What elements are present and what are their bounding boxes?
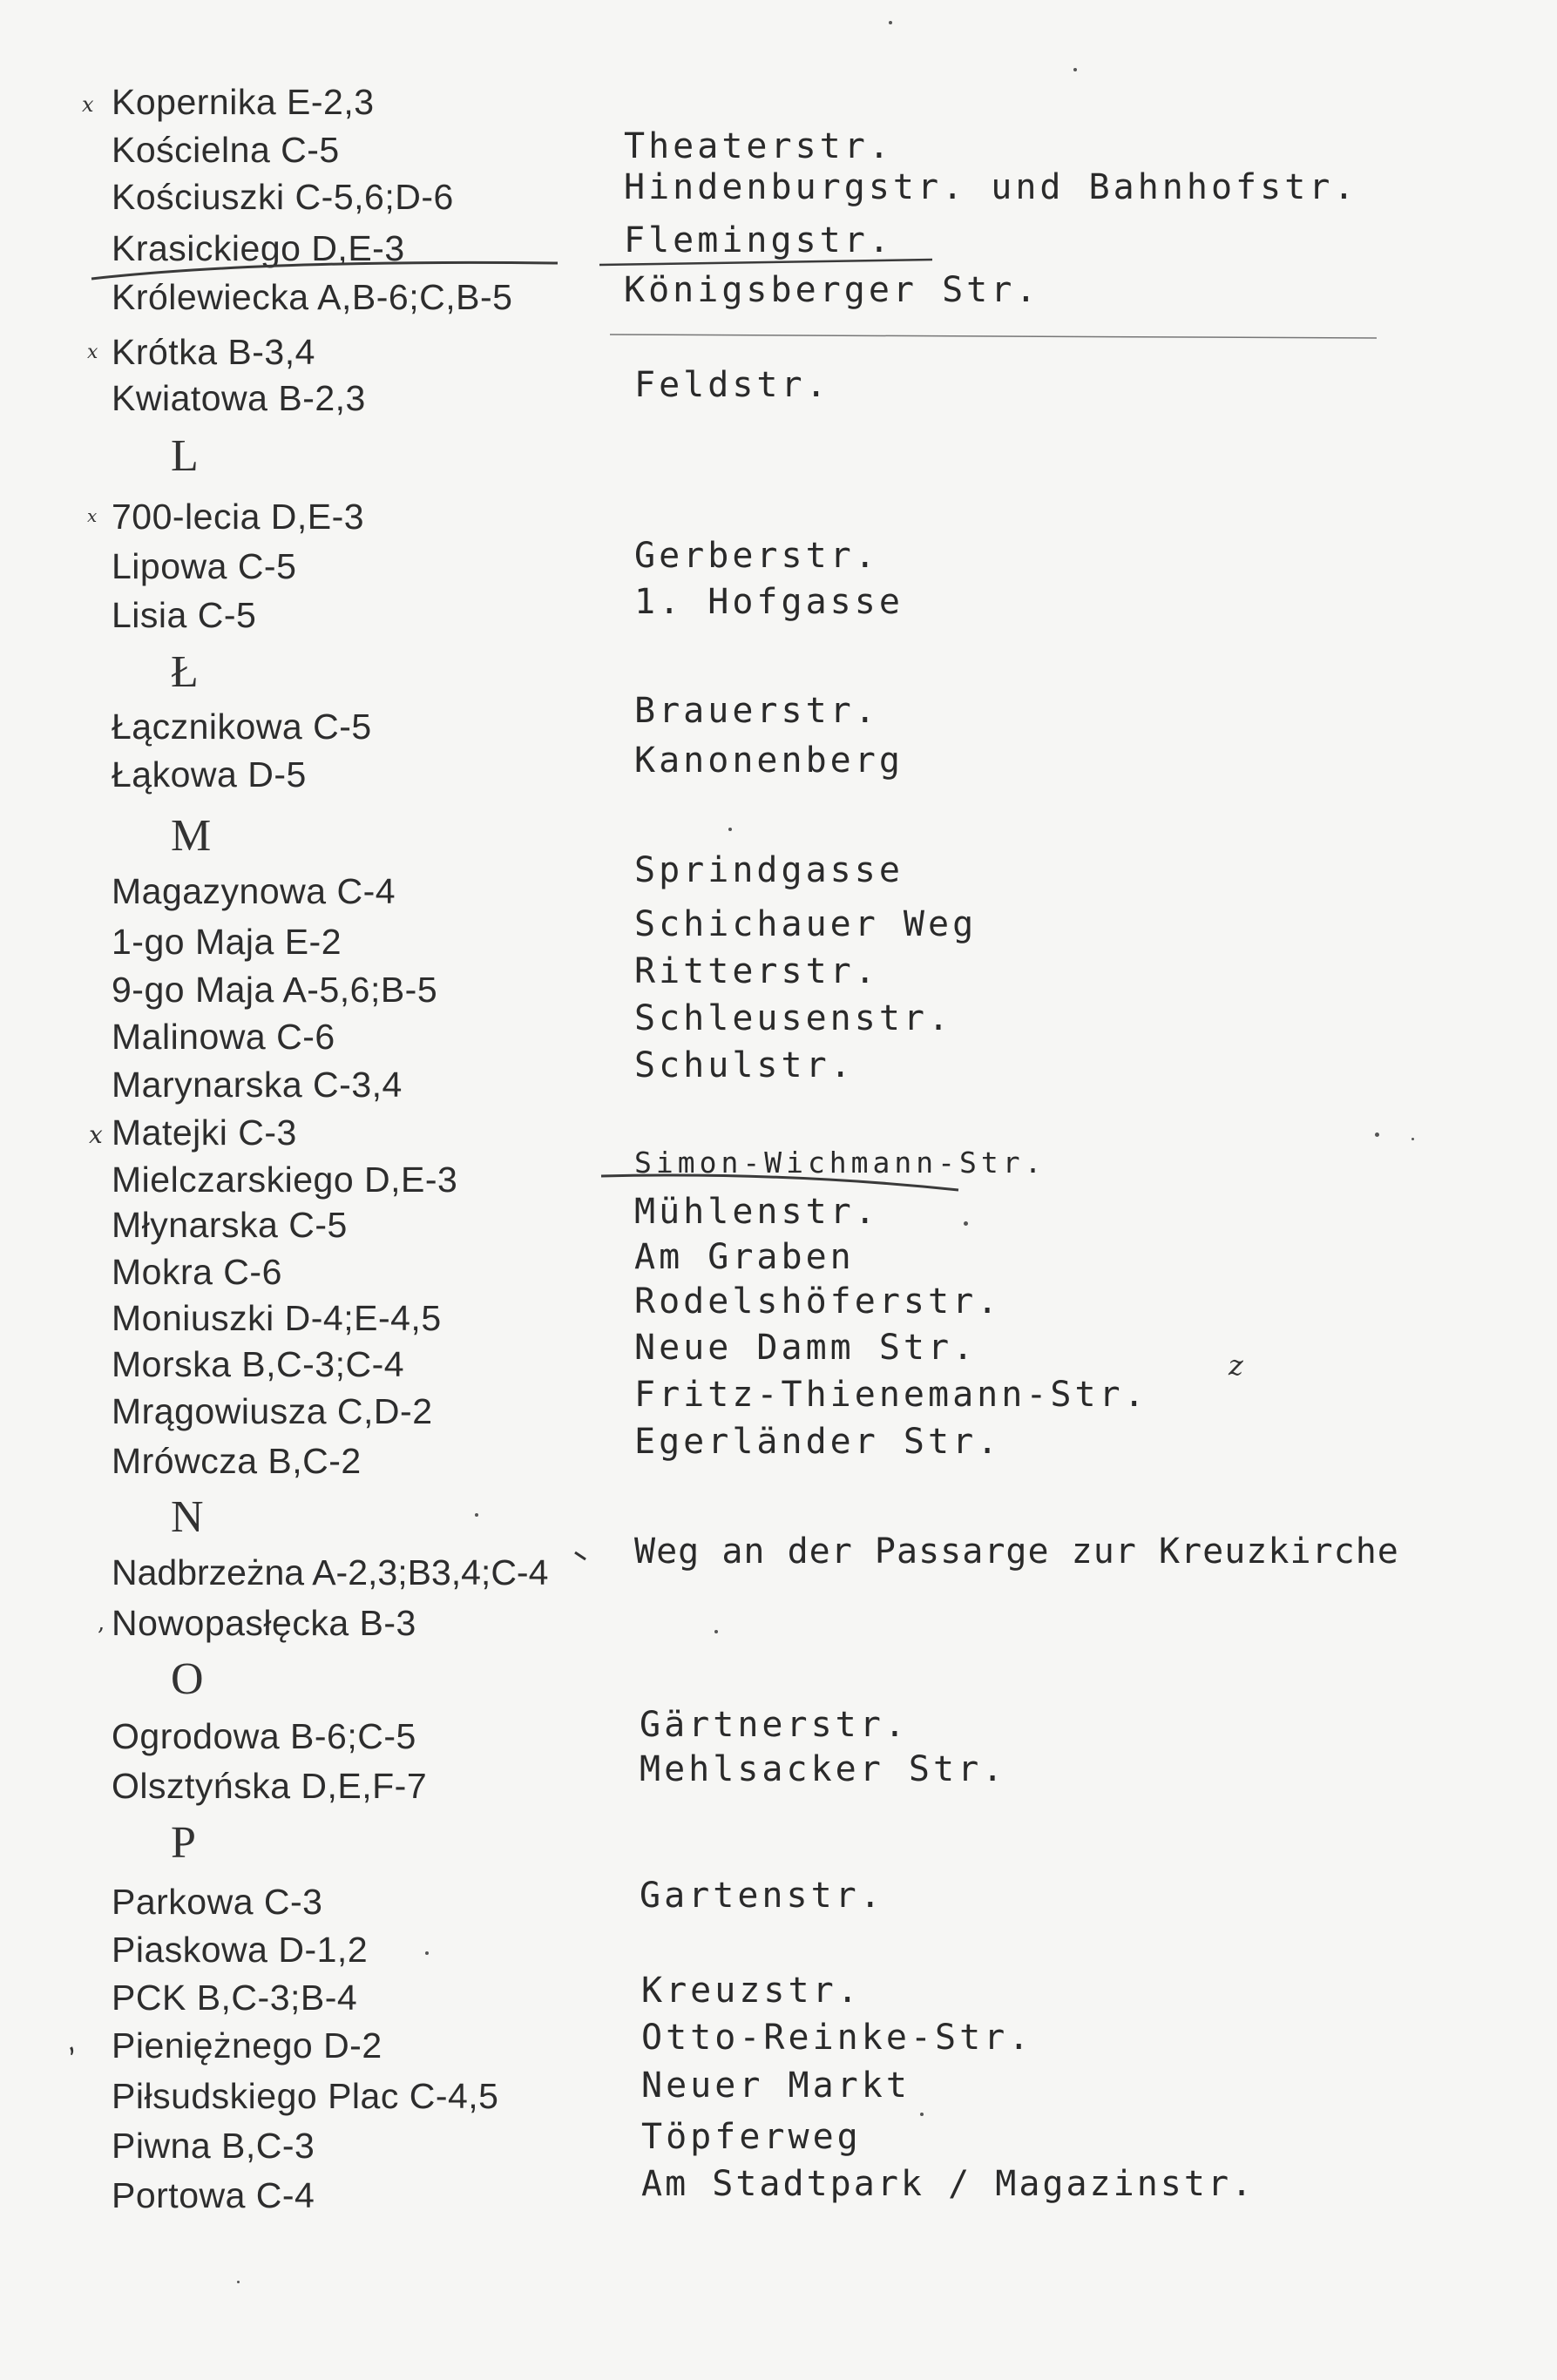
german-street: Brauerstr. [634, 691, 879, 731]
scan-speck [964, 1221, 968, 1226]
german-street: Am Stadtpark / Magazinstr. [641, 2164, 1256, 2204]
polish-street: Łącznikowa C-5 [112, 707, 372, 747]
margin-mark-krotka: x [87, 341, 98, 363]
german-street: Weg an der Passarge zur Kreuzkirche [634, 1531, 1399, 1572]
german-street: Töpferweg [641, 2117, 862, 2157]
section-letter: P [171, 1818, 196, 1868]
polish-street: Magazynowa C-4 [112, 871, 396, 911]
german-street: Theaterstr. [624, 126, 893, 166]
german-street: Feldstr. [634, 365, 830, 405]
german-street: Gärtnerstr. [640, 1705, 909, 1745]
german-street: Schichauer Weg [634, 904, 978, 944]
margin-mark-matejki: x [89, 1120, 103, 1149]
margin-mark-700-lecia: x [87, 505, 98, 526]
polish-street: Matejki C-3 [112, 1112, 297, 1153]
section-letter: Ł [171, 647, 199, 697]
polish-street: Mielczarskiego D,E-3 [112, 1160, 458, 1200]
polish-street: Pieniężnego D-2 [112, 2025, 382, 2066]
polish-street: Nadbrzeżna A-2,3;B3,4;C-4 [112, 1552, 549, 1592]
margin-mark-nowopaslecka: , [98, 1610, 105, 1636]
polish-street: Kościuszki C-5,6;D-6 [112, 177, 454, 217]
margin-mark-pienieznego: , [54, 2024, 81, 2060]
scan-speck [920, 2113, 924, 2116]
polish-street: Ogrodowa B-6;C-5 [112, 1716, 416, 1756]
german-street: Ritterstr. [634, 951, 879, 991]
polish-street: Malinowa C-6 [112, 1017, 335, 1057]
german-street: Mühlenstr. [634, 1192, 879, 1232]
section-letter: M [171, 811, 212, 861]
german-street: Am Graben [634, 1237, 855, 1277]
german-street: Neue Damm Str. [634, 1328, 978, 1368]
polish-street: Olsztyńska D,E,F-7 [112, 1766, 428, 1806]
german-street: Neuer Markt [641, 2066, 911, 2106]
polish-street: Lisia C-5 [112, 595, 257, 635]
polish-street: Kwiatowa B-2,3 [112, 378, 366, 418]
german-street: Rodelshöferstr. [634, 1281, 1002, 1322]
german-street: Königsberger Str. [624, 270, 1040, 310]
polish-street: Kościelna C-5 [112, 130, 340, 170]
scan-speck [728, 828, 732, 831]
polish-street: 1-go Maja E-2 [112, 922, 342, 962]
polish-street: Morska B,C-3;C-4 [112, 1344, 405, 1384]
german-street: Fritz-Thienemann-Str. [634, 1375, 1148, 1415]
scan-speck [1375, 1133, 1379, 1137]
section-letter: L [171, 431, 199, 481]
german-street: Schleusenstr. [634, 998, 953, 1038]
german-street: Mehlsacker Str. [640, 1749, 1007, 1789]
polish-street: Piwna B,C-3 [112, 2126, 315, 2166]
polish-street: Mokra C-6 [112, 1252, 282, 1292]
polish-street: Piaskowa D-1,2 [112, 1930, 369, 1970]
margin-mark-z: z [1229, 1349, 1243, 1382]
polish-street: Marynarska C-3,4 [112, 1065, 403, 1105]
german-street: Schulstr. [634, 1045, 855, 1085]
polish-street: Krasickiego D,E-3 [112, 228, 405, 268]
polish-street: Mrągowiusza C,D-2 [112, 1391, 433, 1431]
polish-street: Moniuszki D-4;E-4,5 [112, 1298, 442, 1338]
scan-speck [714, 1630, 718, 1633]
polish-street: Kopernika E-2,3 [112, 82, 375, 122]
polish-street: Nowopasłęcka B-3 [112, 1603, 416, 1643]
polish-street: Mrówcza B,C-2 [112, 1441, 362, 1481]
polish-street: Krótka B-3,4 [112, 332, 315, 372]
german-street: Gartenstr. [640, 1876, 884, 1916]
polish-street: Lipowa C-5 [112, 546, 297, 586]
german-street: Otto-Reinke-Str. [641, 2018, 1033, 2058]
polish-street: Piłsudskiego Plac C-4,5 [112, 2076, 499, 2116]
german-street: Sprindgasse [634, 850, 904, 890]
polish-street: Królewiecka A,B-6;C,B-5 [112, 277, 513, 317]
polish-street: 9-go Maja A-5,6;B-5 [112, 970, 438, 1010]
section-letter: N [171, 1492, 204, 1542]
scan-speck [237, 2281, 240, 2283]
scan-speck [475, 1513, 478, 1517]
german-street: Kanonenberg [634, 740, 904, 781]
german-street: Gerberstr. [634, 536, 879, 576]
polish-street: Portowa C-4 [112, 2175, 315, 2215]
scan-speck [889, 21, 892, 24]
section-letter: O [171, 1654, 204, 1704]
polish-street: Młynarska C-5 [112, 1205, 348, 1245]
german-street: Kreuzstr. [641, 1971, 862, 2011]
scan-speck [425, 1951, 429, 1955]
german-street: Flemingstr. [624, 220, 893, 260]
margin-mark-kopernika: x [82, 92, 94, 117]
scan-speck [1073, 68, 1077, 71]
german-street: 1. Hofgasse [634, 582, 904, 622]
polish-street: Parkowa C-3 [112, 1882, 323, 1922]
polish-street: PCK B,C-3;B-4 [112, 1978, 358, 2018]
german-street: Hindenburgstr. und Bahnhofstr. [624, 167, 1358, 207]
polish-street: 700-lecia D,E-3 [112, 497, 365, 537]
scan-speck [1411, 1138, 1414, 1140]
german-street: Simon-Wichmann-Str. [634, 1146, 1046, 1180]
polish-street: Łąkowa D-5 [112, 754, 307, 794]
german-street: Egerländer Str. [634, 1422, 1002, 1462]
